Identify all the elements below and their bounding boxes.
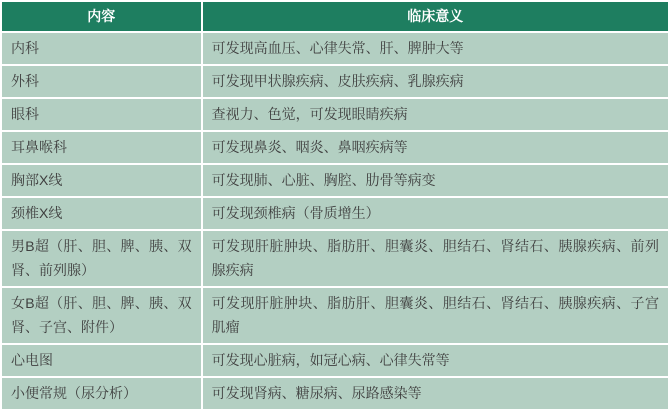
cell-significance: 可发现甲状腺疾病、皮肤疾病、乳腺疾病 [203, 66, 668, 97]
table-row [2, 378, 668, 409]
cell-significance: 可发现高血压、心律失常、肝、脾肿大等 [203, 33, 668, 64]
cell-item: 男B超（肝、胆、脾、胰、双肾、前列腺） [2, 231, 201, 286]
cell-item: 内科 [2, 33, 201, 64]
cell-item: 胸部X线 [2, 165, 201, 196]
header-content: 内容 [2, 2, 201, 31]
cell-significance: 可发现肝脏肿块、脂肪肝、胆囊炎、胆结石、肾结石、胰腺疾病、子宫肌瘤 [203, 288, 668, 343]
cell-significance: 可发现心脏病，如冠心病、心律失常等 [203, 345, 668, 376]
cell-significance: 可发现肾病、糖尿病、尿路感染等 [203, 378, 668, 409]
cell-item: 眼科 [2, 99, 201, 130]
table-body [2, 33, 668, 409]
cell-significance: 可发现肝脏肿块、脂肪肝、胆囊炎、胆结石、肾结石、胰腺疾病、前列腺疾病 [203, 231, 668, 286]
table-row [2, 231, 668, 286]
table-row [2, 99, 668, 130]
cell-significance: 可发现肺、心脏、胸腔、肋骨等病变 [203, 165, 668, 196]
table-row [2, 33, 668, 64]
table-row [2, 345, 668, 376]
header-row [2, 2, 668, 31]
table-row [2, 288, 668, 343]
cell-item: 女B超（肝、胆、脾、胰、双肾、子宫、附件） [2, 288, 201, 343]
cell-item: 外科 [2, 66, 201, 97]
table-row [2, 198, 668, 229]
cell-significance: 可发现颈椎病（骨质增生） [203, 198, 668, 229]
cell-significance: 查视力、色觉，可发现眼睛疾病 [203, 99, 668, 130]
table-row [2, 165, 668, 196]
header-significance: 临床意义 [203, 2, 668, 31]
table-row [2, 132, 668, 163]
cell-item: 小便常规（尿分析） [2, 378, 201, 409]
cell-item: 颈椎X线 [2, 198, 201, 229]
table-row [2, 66, 668, 97]
cell-item: 心电图 [2, 345, 201, 376]
table-header [2, 2, 668, 31]
cell-significance: 可发现鼻炎、咽炎、鼻咽疾病等 [203, 132, 668, 163]
cell-item: 耳鼻喉科 [2, 132, 201, 163]
